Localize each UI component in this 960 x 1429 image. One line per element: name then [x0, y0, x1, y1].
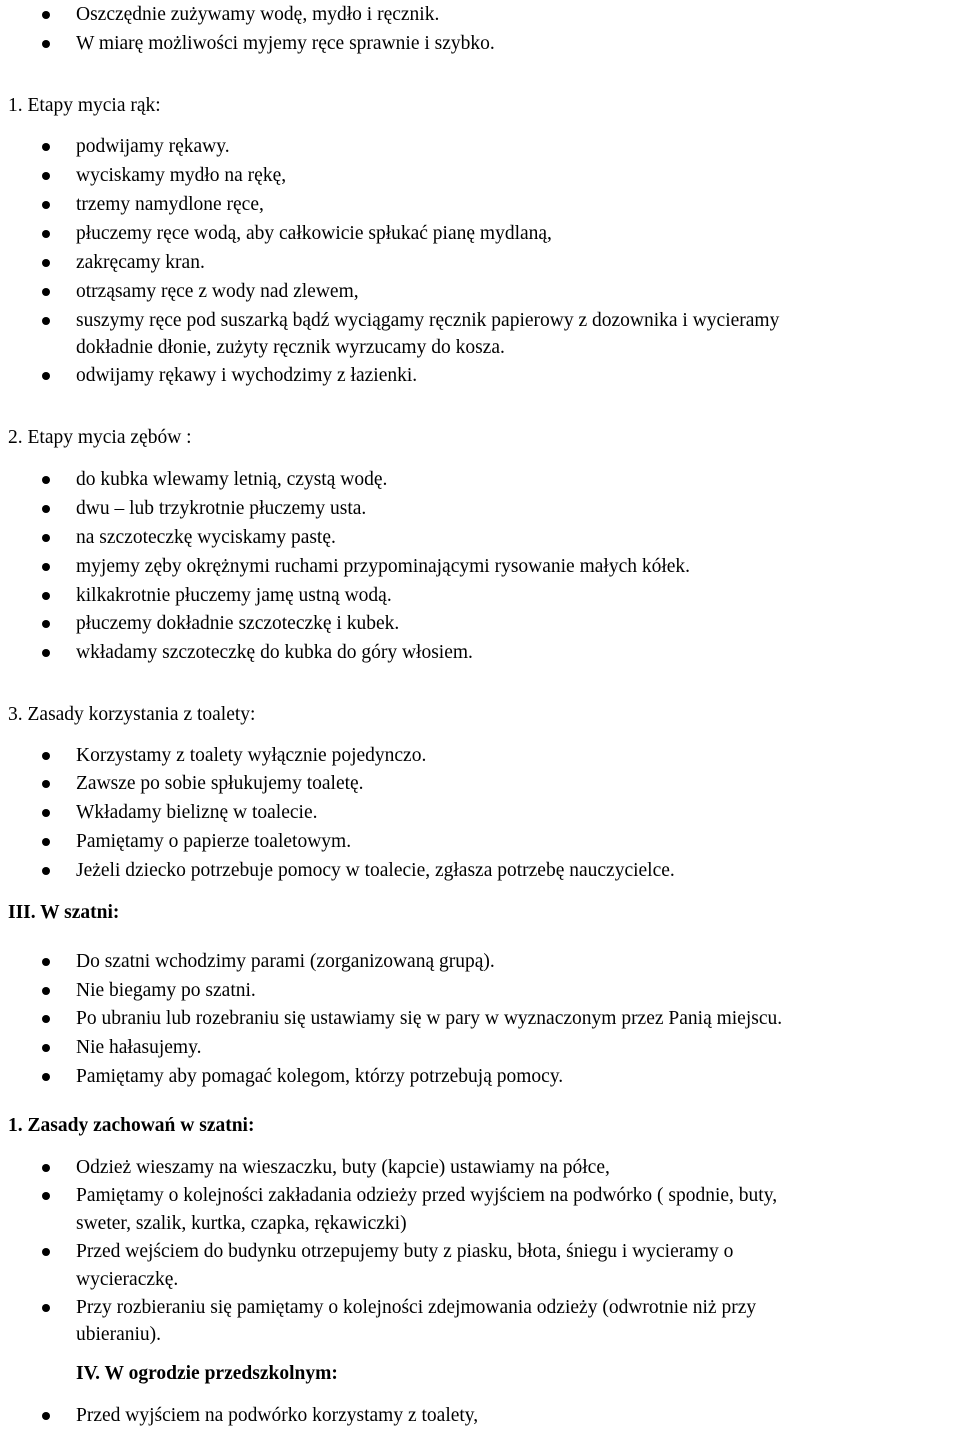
- bullet-icon: [42, 809, 50, 817]
- section-heading: 1. Zasady zachowań w szatni:: [8, 1115, 255, 1136]
- list-item-continuation: sweter, szalik, kurtka, czapka, rękawiczki): [76, 1213, 407, 1234]
- bullet-icon: [42, 230, 50, 238]
- list-item-continuation: wycieraczkę.: [76, 1269, 179, 1290]
- list-item-continuation: dokładnie dłonie, zużyty ręcznik wyrzucamy do kosza.: [76, 337, 505, 358]
- bullet-icon: [42, 1192, 50, 1200]
- list-item-continuation: ubieraniu).: [76, 1324, 162, 1345]
- document-page: Oszczędnie zużywamy wodę, mydło i ręcznik. W miarę możliwości myjemy ręce sprawnie i szybko. 1. Etapy mycia rąk: podwijamy rękawy. wyciskamy mydło na rękę, trzemy namydlone ręce, płuczemy ręce wodą, aby całkowicie spłukać pianę mydlaną, zakręcamy kran. otrząsamy ręce z wody nad zlewem, suszymy ręce pod suszarką bądź wyciągamy ręcznik papierowy z dozownika i wycieramy dokładnie dłonie, zużyty ręcznik wyrzucamy do kosza. odwijamy rękawy i wychodzimy z łazienki. 2. Etapy mycia zębów : do kubka wlewamy letnią, czystą wodę. dwu – lub trzykrotnie płuczemy usta. na szczoteczkę wyciskamy pastę. myjemy zęby okrężnymi ruchami przypominającymi rysowanie małych kółek. kilkakrotnie płuczemy jamę ustną wodą. płuczemy dokładnie szczoteczkę i kubek. wkładamy szczoteczkę do kubka do góry włosiem. 3. Zasady korzystania z toalety: Korzystamy z toalety wyłącznie pojedynczo. Zawsze po sobie spłukujemy toaletę. Wkładamy bieliznę w toalecie. Pamiętamy o papierze toaletowym. Jeżeli dziecko potrzebuje pomocy w toalecie, zgłasza potrzebę nauczycielce. III. W szatni: Do szatni wchodzimy parami (zorganizowaną grupą). Nie biegamy po szatni. Po ubraniu lub rozebraniu się ustawiamy się w pary w wyznaczonym przez Panią miejscu. Nie hałasujemy. Pamiętamy aby pomagać kolegom, którzy potrzebują pomocy. 1. Zasady zachowań w szatni: Odzież wieszamy na wieszaczku, buty (kapcie) ustawiamy na półce, Pamiętamy o kolejności zakładania odzieży przed wyjściem na podwórko ( spodnie, buty, sweter, szalik, kurtka, czapka, rękawiczki) Przed wejściem do budynku otrzepujemy buty z piasku, błota, śniegu i wycieramy o wycieraczkę. Przy rozbieraniu się pamiętamy o kolejności zdejmowania odzieży (odwrotnie niż przy ubieraniu). IV. W ogrodzie przedszkolnym: Przed wyjściem na podwórko korzystamy z toalety,: [8, 4, 783, 1426]
- bullet-icon: [42, 592, 50, 600]
- bullet-icon: [42, 752, 50, 760]
- bullet-icon: [42, 40, 50, 48]
- bullet-icon: [42, 563, 50, 571]
- bullet-icon: [42, 867, 50, 875]
- bullet-icon: [42, 838, 50, 846]
- bullet-icon: [42, 1073, 50, 1081]
- bullet-icon: [42, 649, 50, 657]
- bullet-icon: [42, 987, 50, 995]
- bullet-icon: [42, 1248, 50, 1256]
- bullet-icon: [42, 172, 50, 180]
- bullet-icon: [42, 1044, 50, 1052]
- bullet-icon: [42, 288, 50, 296]
- bullet-icon: [42, 372, 50, 380]
- bullet-icon: [42, 1412, 50, 1420]
- bullet-icon: [42, 1164, 50, 1172]
- section-heading: 3. Zasady korzystania z toalety:: [8, 704, 256, 725]
- section-heading: 1. Etapy mycia rąk:: [8, 95, 161, 116]
- section-heading: 2. Etapy mycia zębów :: [8, 427, 192, 448]
- section-heading: IV. W ogrodzie przedszkolnym:: [76, 1363, 338, 1384]
- section-heading: III. W szatni:: [8, 902, 120, 923]
- bullet-icon: [42, 143, 50, 151]
- bullet-icon: [42, 317, 50, 325]
- bullet-icon: [42, 1304, 50, 1312]
- bullet-icon: [42, 11, 50, 19]
- bullet-icon: [42, 958, 50, 966]
- bullet-icon: [42, 620, 50, 628]
- bullet-icon: [42, 780, 50, 788]
- bullet-icon: [42, 201, 50, 209]
- bullet-icon: [42, 1015, 50, 1023]
- bullet-icon: [42, 476, 50, 484]
- bullet-icon: [42, 534, 50, 542]
- bullet-icon: [42, 505, 50, 513]
- bullet-icon: [42, 259, 50, 267]
